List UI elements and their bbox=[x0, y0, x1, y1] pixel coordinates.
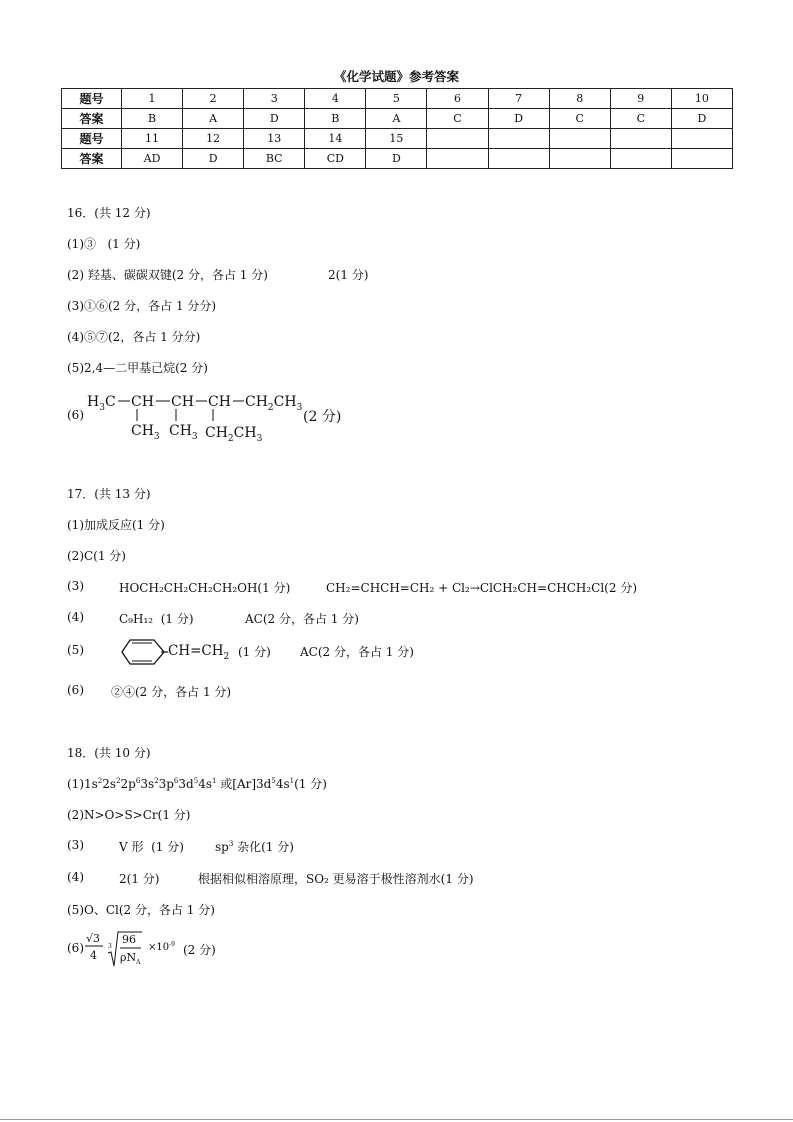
table-cell bbox=[610, 129, 671, 149]
q17-answer-2: (2)C(1 分) bbox=[67, 549, 126, 563]
table-row bbox=[62, 149, 733, 169]
formula-text: CH=CH bbox=[168, 643, 224, 659]
table-cell: 9 bbox=[610, 89, 671, 109]
formula-text: $CH_3$ bbox=[131, 423, 160, 442]
table-cell: 1 bbox=[122, 89, 183, 109]
structural-formula bbox=[85, 388, 305, 448]
formula-text: CH bbox=[171, 394, 194, 410]
q17-answer-5b: AC(2 分，各占 1 分) bbox=[300, 645, 414, 659]
q17-answer-5a: (1 分) bbox=[238, 645, 271, 659]
table-cell: 15 bbox=[366, 129, 427, 149]
q16-answer-1 bbox=[67, 235, 140, 252]
row-label: 答案 bbox=[62, 109, 122, 129]
table-cell bbox=[610, 149, 671, 169]
formula-text: $\rho N_A$ bbox=[120, 951, 141, 966]
formula-text: 96 bbox=[122, 933, 136, 946]
q18-answer-4-label: (4) bbox=[67, 870, 84, 884]
table-cell: 6 bbox=[427, 89, 488, 109]
table-cell: 2 bbox=[183, 89, 244, 109]
table-row bbox=[62, 109, 733, 129]
row-label: 题号 bbox=[62, 89, 122, 109]
formula-subscript: 2 bbox=[223, 652, 230, 662]
q16-answer-2a: (2) 羟基、碳碳双键(2 分，各占 1 分) bbox=[67, 268, 268, 282]
table-cell: 13 bbox=[244, 129, 305, 149]
table-cell: A bbox=[183, 109, 244, 129]
table-cell: D bbox=[366, 149, 427, 169]
table-cell: B bbox=[305, 109, 366, 129]
q18-answer-6-score: (2 分) bbox=[183, 943, 216, 957]
formula-text: $CH_2CH_3$ bbox=[205, 425, 263, 444]
q18-answer-6-label: (6) bbox=[67, 941, 84, 955]
benzene-ring-icon bbox=[120, 638, 168, 666]
table-cell: 5 bbox=[366, 89, 427, 109]
formula-text: √3 bbox=[86, 932, 101, 945]
table-cell: A bbox=[366, 109, 427, 129]
q17-answer-6a: ②④(2 分，各占 1 分) bbox=[111, 685, 232, 699]
formula-text: $\times 10^{-9}$ bbox=[148, 941, 175, 953]
row-label: 答案 bbox=[62, 149, 122, 169]
table-cell: CD bbox=[305, 149, 366, 169]
table-cell: C bbox=[549, 109, 610, 129]
table-row bbox=[62, 129, 733, 149]
table-cell: C bbox=[610, 109, 671, 129]
q16-answer-3: (3)①⑥(2 分，各占 1 分分) bbox=[67, 299, 217, 313]
q17-answer-5-formula bbox=[168, 643, 230, 662]
q17-answer-1: (1)加成反应(1 分) bbox=[67, 518, 165, 532]
table-cell: 10 bbox=[671, 89, 732, 109]
bottom-divider bbox=[0, 1119, 793, 1120]
formula-text: CH bbox=[131, 394, 154, 410]
q17-answer-5 bbox=[67, 643, 84, 657]
q17-answer-3a: HOCH₂CH₂CH₂CH₂OH(1 分) bbox=[119, 581, 291, 595]
q16-answer-2b: 2(1 分) bbox=[328, 268, 369, 282]
table-cell: 7 bbox=[488, 89, 549, 109]
table-cell bbox=[427, 149, 488, 169]
table-cell: B bbox=[122, 109, 183, 129]
table-cell: D bbox=[183, 149, 244, 169]
page-title: 《化学试题》参考答案 bbox=[333, 69, 459, 84]
table-cell: D bbox=[671, 109, 732, 129]
density-formula bbox=[84, 926, 194, 972]
q18-answer-3b: $sp^3$ 杂化(1 分) bbox=[215, 840, 294, 854]
q18-answer-3-label: (3) bbox=[67, 838, 84, 852]
table-cell: D bbox=[244, 109, 305, 129]
table-cell: AD bbox=[122, 149, 183, 169]
table-cell bbox=[671, 149, 732, 169]
q17-answer-3-label: (3) bbox=[67, 579, 84, 593]
q17-answer-4-label: (4) bbox=[67, 610, 84, 624]
table-cell: 8 bbox=[549, 89, 610, 109]
formula-text: $H_3C$ bbox=[87, 394, 116, 413]
q17-answer-3b: CH₂=CHCH=CH₂ + Cl₂→ClCH₂CH=CHCH₂Cl(2 分) bbox=[326, 581, 637, 595]
formula-text: $CH_3$ bbox=[169, 423, 198, 442]
q18-answer-3a: V 形 (1 分) bbox=[119, 840, 184, 854]
table-cell bbox=[488, 129, 549, 149]
answer-table bbox=[61, 88, 733, 169]
q17-answer-6 bbox=[67, 683, 232, 699]
row-label: 题号 bbox=[62, 129, 122, 149]
formula-text: $CH_2CH_3$ bbox=[245, 394, 303, 413]
q18-answer-3 bbox=[67, 838, 294, 854]
table-cell bbox=[671, 129, 732, 149]
q17-answer-4b: AC(2 分，各占 1 分) bbox=[245, 612, 359, 626]
q16-header: 16．(共 12 分) bbox=[67, 206, 151, 220]
q18-answer-4a: 2(1 分) bbox=[119, 872, 160, 886]
table-cell: 11 bbox=[122, 129, 183, 149]
table-cell: 4 bbox=[305, 89, 366, 109]
table-cell: BC bbox=[244, 149, 305, 169]
q18-answer-4b: 根据相似相溶原理，SO₂ 更易溶于极性溶剂水(1 分) bbox=[198, 872, 474, 886]
formula-text: 3 bbox=[108, 943, 112, 950]
table-cell bbox=[549, 129, 610, 149]
table-cell: 12 bbox=[183, 129, 244, 149]
q18-header: 18．(共 10 分) bbox=[67, 746, 151, 760]
q18-answer-4 bbox=[67, 870, 474, 886]
q17-answer-3 bbox=[67, 579, 637, 595]
table-cell bbox=[549, 149, 610, 169]
table-cell bbox=[488, 149, 549, 169]
q17-answer-6-label: (6) bbox=[67, 683, 84, 697]
q16-answer-2 bbox=[67, 266, 369, 283]
q17-answer-5-label: (5) bbox=[67, 643, 84, 657]
q17-header: 17．(共 13 分) bbox=[67, 487, 151, 501]
q16-answer-6-score: (2 分) bbox=[303, 409, 342, 425]
table-cell bbox=[427, 129, 488, 149]
q18-answer-2: (2)N>O>S>Cr(1 分) bbox=[67, 808, 191, 822]
q18-answer-1: $(1)1s^22s^22p^63s^23p^63d^54s^1$ 或$[Ar]3d^54s^1(1$ 分) bbox=[67, 777, 327, 791]
table-cell: 3 bbox=[244, 89, 305, 109]
q17-answer-4 bbox=[67, 610, 359, 626]
formula-text: 4 bbox=[90, 949, 97, 962]
q16-answer-6-label: (6) bbox=[67, 408, 84, 422]
q16-answer-5: (5)2,4—二甲基己烷(2 分) bbox=[67, 361, 208, 375]
formula-text: CH bbox=[208, 394, 231, 410]
table-row bbox=[62, 89, 733, 109]
q16-answer-4: (4)⑤⑦(2，各占 1 分分) bbox=[67, 330, 201, 344]
q18-answer-5: (5)O、Cl(2 分，各占 1 分) bbox=[67, 903, 215, 917]
table-cell: 14 bbox=[305, 129, 366, 149]
q16-answer-1-text: (1)③ (1 分) bbox=[67, 237, 141, 251]
table-cell: C bbox=[427, 109, 488, 129]
q17-answer-4a: C₉H₁₂ (1 分) bbox=[119, 612, 194, 626]
table-cell: D bbox=[488, 109, 549, 129]
